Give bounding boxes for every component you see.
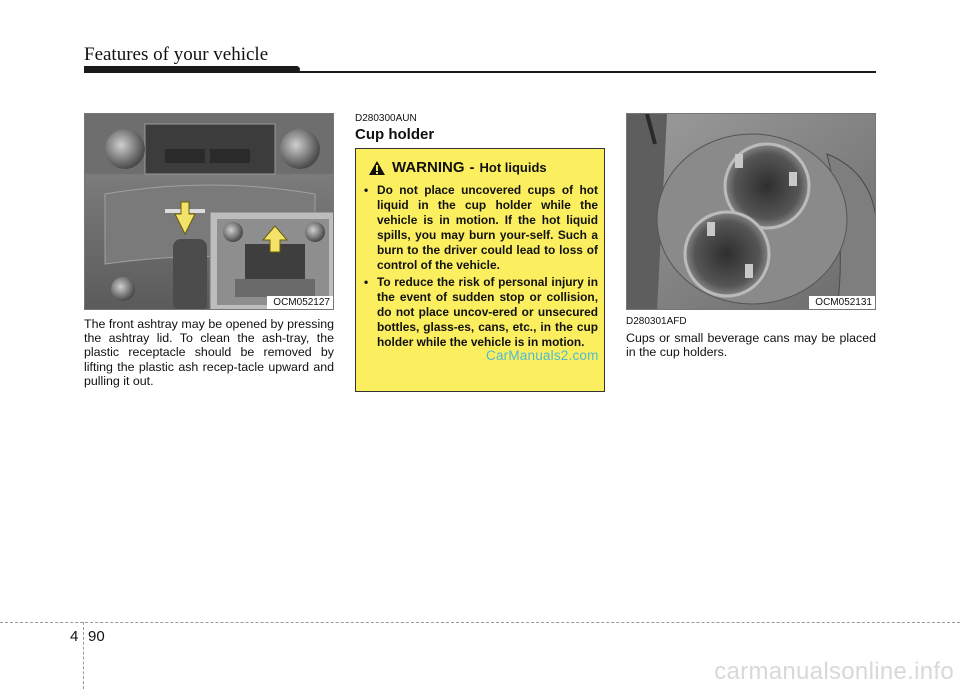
- warning-triangle-icon: [368, 160, 386, 176]
- cup-holder-text-code: D280301AFD: [626, 316, 687, 327]
- cup-holder-photo-code: OCM052131: [809, 296, 875, 309]
- footer-divider: [83, 622, 84, 689]
- cup-holder-photo: [626, 113, 876, 310]
- footer-watermark: carmanualsonline.info: [714, 658, 954, 685]
- warning-item: • To reduce the risk of personal injury in the event of sudden stop or collision, do not place uncov-ered or unsecured bottles, glass-es, cans, etc., in the cup holder while the vehicle is in motion.: [364, 275, 598, 349]
- ashtray-illustration: [85, 114, 334, 310]
- page-number: 90: [88, 628, 105, 645]
- cup-holder-code: D280300AUN: [355, 113, 417, 124]
- warning-separator: -: [469, 159, 475, 176]
- site-watermark: CarManuals2.com: [486, 348, 599, 363]
- cup-holder-paragraph: Cups or small beverage cans may be placed in the cup holders.: [626, 331, 876, 360]
- warning-item: • Do not place uncovered cups of hot liquid in the cup holder while the vehicle is in motion. If the hot liquid spills, you may burn your-self. Such a burn to the driver could lead to loss of control of the vehicle.: [364, 183, 598, 272]
- ashtray-photo: [84, 113, 334, 310]
- warning-heading: [368, 159, 547, 176]
- page-header-title: Features of your vehicle: [84, 44, 269, 65]
- cup-holder-title: Cup holder: [355, 126, 435, 143]
- header-rule-thin: [84, 71, 876, 73]
- warning-subject: Hot liquids: [479, 160, 547, 175]
- chapter-number: 4: [70, 628, 79, 645]
- warning-word: WARNING: [392, 159, 465, 176]
- cup-holder-illustration: [627, 114, 876, 310]
- footer-rule: [0, 622, 960, 623]
- ashtray-photo-code: OCM052127: [267, 296, 333, 309]
- warning-item-text: Do not place uncovered cups of hot liquid in the cup holder while the vehicle is in motion. If the hot liquid spills, you may burn your-self. Such a burn to the driver could lead to loss of control of the vehicle.: [377, 183, 598, 272]
- ashtray-paragraph: The front ashtray may be opened by pressing the ashtray lid. To clean the ash-tray, the plastic receptacle should be removed by lifting the plastic ash recep-tacle upward and pulling it out.: [84, 317, 334, 388]
- warning-item-text: To reduce the risk of personal injury in the event of sudden stop or collision, do not place uncov-ered or unsecured bottles, glass-es, cans, etc., in the cup holder while the vehicle is in motion.: [377, 275, 598, 349]
- warning-list: [364, 183, 598, 352]
